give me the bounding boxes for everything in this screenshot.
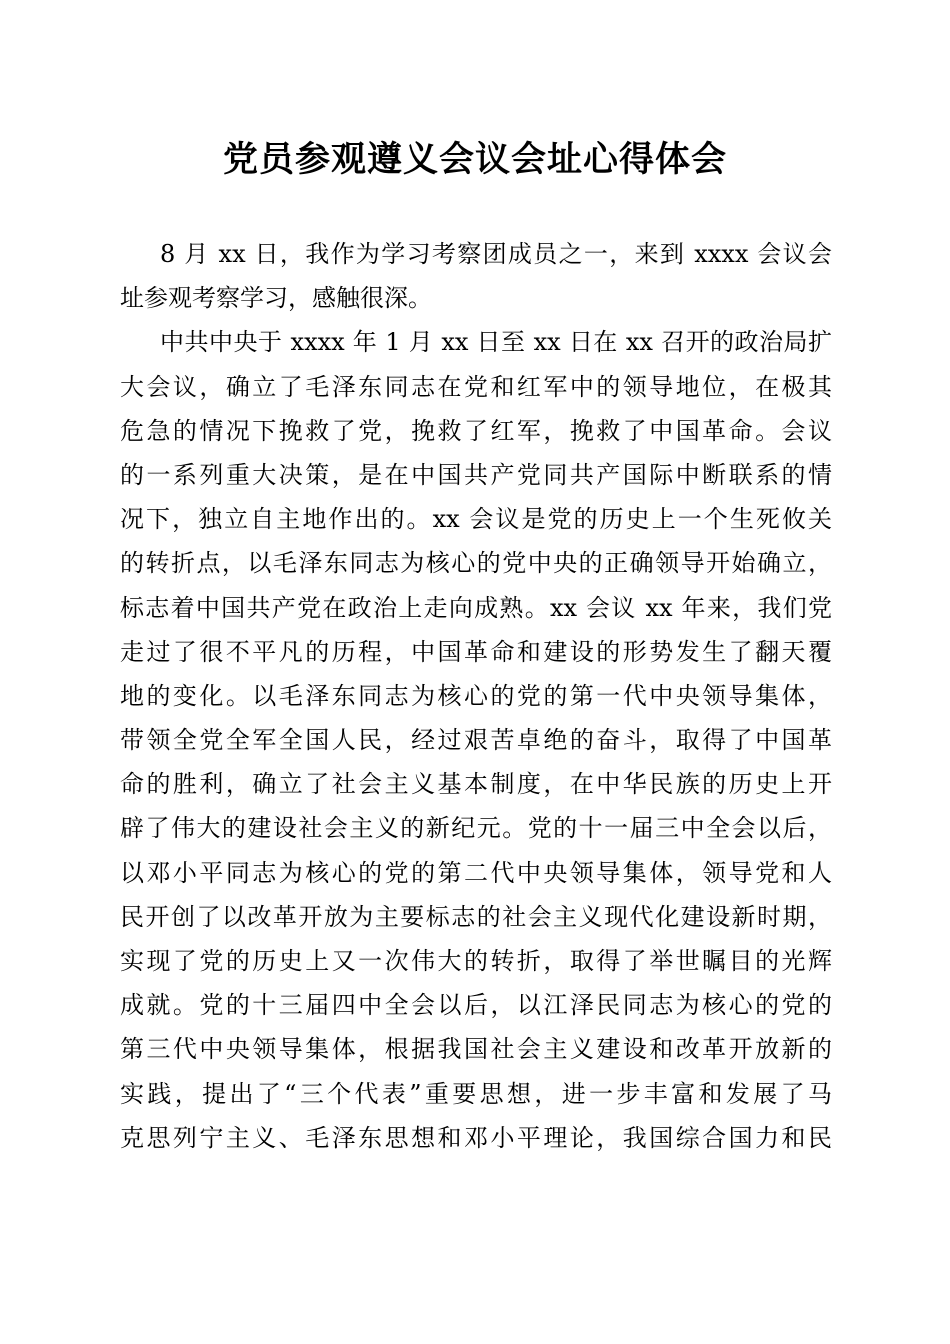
text-line: 址参观考察学习，感触很深。 <box>120 284 432 313</box>
text-line: 标志着中国共产党在政治上走向成熟。xx 会议 xx 年来，我们党 <box>120 593 832 622</box>
text-line: 克思列宁主义、毛泽东思想和邓小平理论，我国综合国力和民 <box>120 1123 832 1152</box>
text-line: 走过了很不平凡的历程，中国革命和建设的形势发生了翻天覆 <box>120 637 832 666</box>
text-line: 中共中央于 xxxx 年 1 月 xx 日至 xx 日在 xx 召开的政治局扩 <box>160 328 832 357</box>
text-line: 况下，独立自主地作出的。xx 会议是党的历史上一个生死攸关 <box>120 505 832 534</box>
text-line: 实现了党的历史上又一次伟大的转折，取得了举世瞩目的光辉 <box>120 947 832 975</box>
text-line: 地的变化。以毛泽东同志为核心的党的第一代中央领导集体， <box>120 681 832 710</box>
text-line: 成就。党的十三届四中全会以后，以江泽民同志为核心的党的 <box>120 991 832 1020</box>
text-line: 以邓小平同志为核心的党的第二代中央领导集体，领导党和人 <box>120 858 832 887</box>
text-line: 的转折点，以毛泽东同志为核心的党中央的正确领导开始确立， <box>120 549 832 578</box>
text-line: 大会议，确立了毛泽东同志在党和红军中的领导地位，在极其 <box>120 372 832 401</box>
text-line: 危急的情况下挽救了党，挽救了红军，挽救了中国革命。会议 <box>120 416 832 445</box>
document-title: 党员参观遵义会议会址心得体会 <box>222 139 727 180</box>
text-line: 的一系列重大决策，是在中国共产党同共产国际中断联系的情 <box>120 460 832 489</box>
text-line: 带领全党全军全国人民，经过艰苦卓绝的奋斗，取得了中国革 <box>120 726 832 755</box>
text-line: 命的胜利，确立了社会主义基本制度，在中华民族的历史上开 <box>120 770 832 799</box>
text-line: 实践，提出了“三个代表”重要思想，进一步丰富和发展了马 <box>120 1079 832 1108</box>
text-line: 辟了伟大的建设社会主义的新纪元。党的十一届三中全会以后， <box>120 814 832 843</box>
text-line: 民开创了以改革开放为主要标志的社会主义现代化建设新时期， <box>120 902 832 931</box>
paragraph <box>120 320 832 1160</box>
paragraph <box>120 232 832 320</box>
text-line: 第三代中央领导集体，根据我国社会主义建设和改革开放新的 <box>120 1035 832 1064</box>
document-body <box>120 232 832 1160</box>
text-line: 8 月 xx 日，我作为学习考察团成员之一，来到 xxxx 会议会 <box>160 240 832 268</box>
